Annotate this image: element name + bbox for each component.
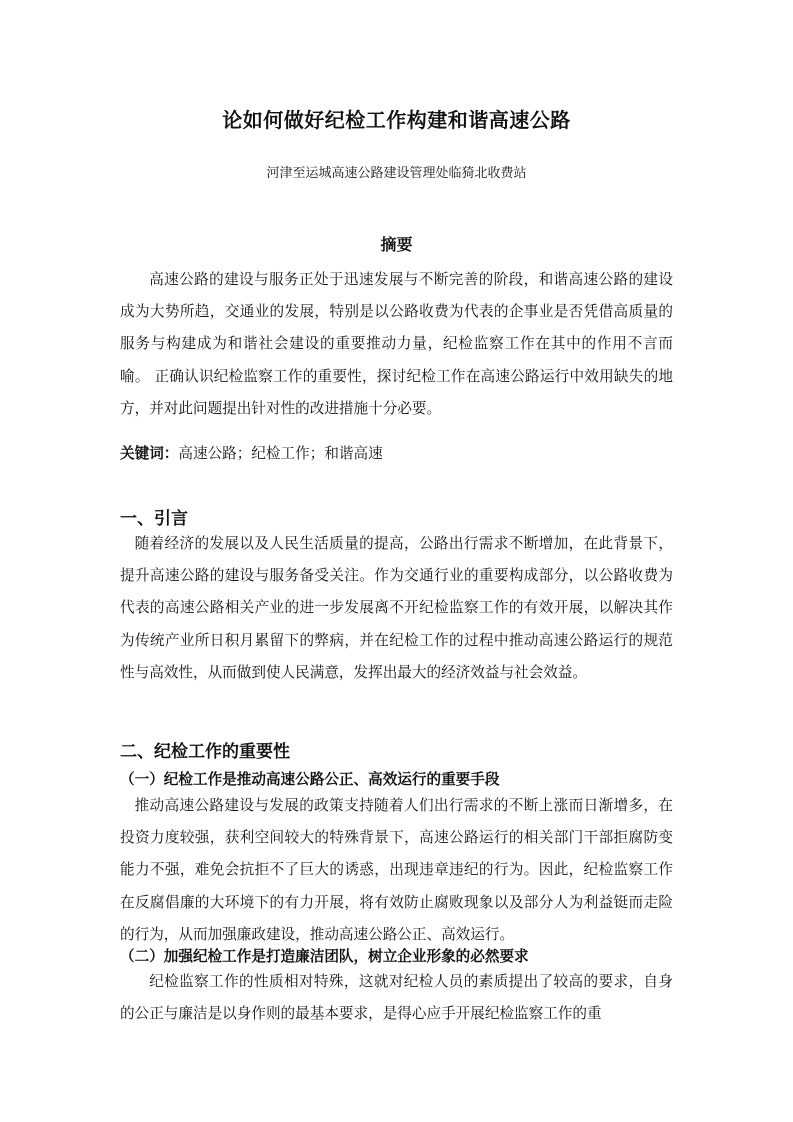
abstract-heading: 摘要	[380, 235, 413, 254]
document-title: 论如何做好纪检工作构建和谐高速公路	[222, 108, 571, 132]
keywords-line	[120, 442, 383, 463]
subsection-heading-2: （二）加强纪检工作是打造廉洁团队，树立企业形象的必然要求	[120, 948, 529, 965]
keywords-text: 高速公路；纪检工作；和谐高速	[178, 445, 383, 462]
introduction-paragraph: 随着经济的发展以及人民生活质量的提高，公路出行需求不断增加，在此背景下，提升高速公路的建设与服务备受关注。作为交通行业的重要构成部分，以公路收费为代表的高速公路相关产业的进一步发展离不开纪检监察工作的有效开展，以解决其作为传统产业所日积月累留下的弊病，并在纪检工作的过程中推动高速公路运行的规范性与高效性，从而做到使人民满意，发挥出最大的经济效益与社会效益。	[120, 535, 673, 681]
keywords-label: 关键词：	[120, 445, 179, 462]
author-affiliation: 河津至运城高速公路建设管理处临猗北收费站	[266, 166, 527, 181]
section-heading-introduction: 一、引言	[120, 509, 188, 529]
subsection-1-paragraph: 推动高速公路建设与发展的政策支持随着人们出行需求的不断上涨而日渐增多，在投资力度较强，获利空间较大的特殊背景下，高速公路运行的相关部门干部拒腐防变能力不强，难免会抗拒不了巨大的诱惑，出现违章违纪的行为。因此，纪检监察工作在反腐倡廉的大环境下的有力开展，将有效防止腐败现象以及部分人为利益铤而走险的行为，从而加强廉政建设，推动高速公路公正、高效运行。	[120, 797, 673, 943]
section-heading-importance: 二、纪检工作的重要性	[120, 742, 290, 762]
subsection-2-paragraph: 纪检监察工作的性质相对特殊，这就对纪检人员的素质提出了较高的要求，自身的公正与廉洁是以身作则的最基本要求，是得心应手开展纪检监察工作的重	[120, 973, 673, 1023]
abstract-paragraph: 高速公路的建设与服务正处于迅速发展与不断完善的阶段，和谐高速公路的建设成为大势所趋，交通业的发展，特别是以公路收费为代表的企事业是否凭借高质量的服务与构建成为和谐社会建设的重要推动力量，纪检监察工作在其中的作用不言而喻。 正确认识纪检监察工作的重要性，探讨纪检工作在高速公路运行中效用缺失的地方，并对此问题提出针对性的改进措施十分必要。	[120, 271, 673, 417]
subsection-heading-1: （一）纪检工作是推动高速公路公正、高效运行的重要手段	[120, 771, 500, 788]
